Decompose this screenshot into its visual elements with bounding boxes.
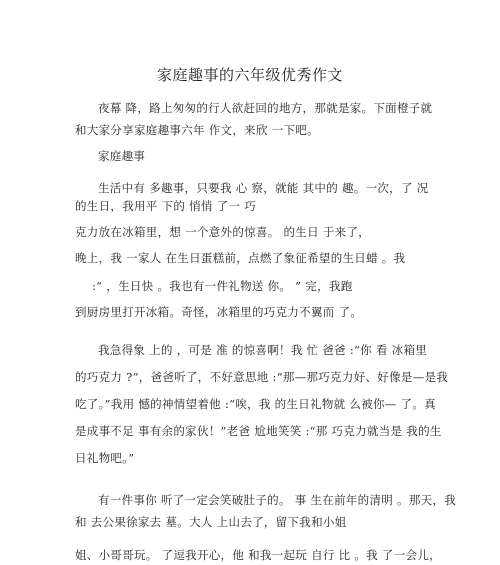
paragraph-line: 的巧克力 ?”，爸爸听了，不好意思地 :“那—那巧克力好、好像是—是我 — [75, 370, 449, 384]
paragraph-line: 晚上，我 一家人 在生日蛋糕前，点燃了象征希望的生日蜡 。我 — [75, 251, 406, 265]
paragraph-line: :“ ，生日快 。我也有一件礼物送 你。 ” 完，我跑 — [92, 279, 353, 293]
paragraph-line: 吃了。”我用 憾的神情望着他 :“唉，我 的生日礼物就 么被你— 了。真 — [75, 397, 436, 411]
paragraph-line: 到厨房里打开冰箱。奇怪，冰箱里的巧克力不翼而 了。 — [75, 305, 363, 319]
paragraph-line: 姐、小哥哥玩。 了逗我开心，他 和我一起玩 自行 比 。我 了一会儿， — [75, 548, 441, 562]
paragraph-line: 的生日，我用平 下的 悄悄 了一 巧 — [75, 199, 257, 213]
paragraph-line: 我急得象 上的 ，可是 准 的惊喜啊！我 忙 爸爸 :“你 看 冰箱里 — [98, 343, 428, 357]
paragraph-line: 有一件事你 听了一定会笑破肚子的。 事 生在前年的清明 。那天，我 — [98, 493, 457, 507]
paragraph-line: 和大家分享家庭趣事六年 作文，来欣 一下吧。 — [75, 123, 319, 137]
paragraph-line: 日礼物吧。” — [75, 451, 135, 465]
paragraph-line: 生活中有 多趣事，只要我 心 察，就能 其中的 趣。一次，了 况 — [98, 181, 429, 195]
paragraph-line: 和 去公果徐家去 墓。大人 上山去了，留下我和小姐 — [75, 515, 347, 529]
paragraph-line: 克力放在冰箱里，想 一个意外的惊喜。 的生日 于来了， — [75, 225, 371, 239]
paragraph-line: 夜幕 降，路上匆匆的行人欲赶回的地方，那就是家。下面橙子就 — [98, 101, 433, 115]
page-title: 家庭趣事的六年级优秀作文 — [156, 66, 343, 84]
paragraph-line: 是成事不足 事有余的家伙！”老爸 尬地笑笑 :“那 巧克力就当是 我的生 — [75, 424, 442, 438]
section-heading: 家庭趣事 — [98, 149, 146, 163]
